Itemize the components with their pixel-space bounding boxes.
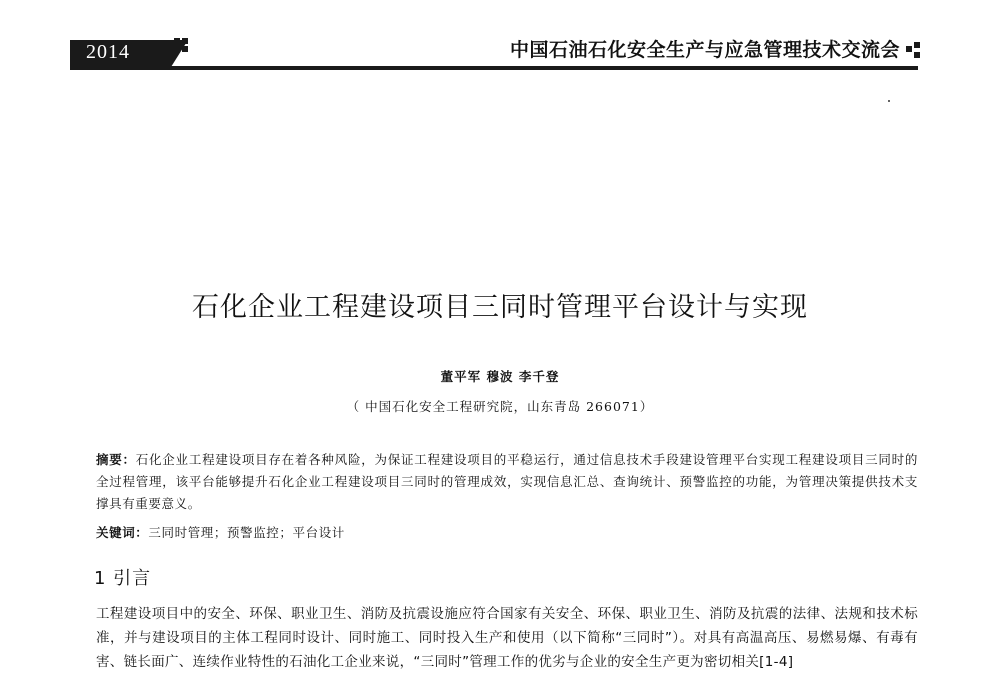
abstract-paragraph xyxy=(70,449,918,515)
body-paragraph: 工程建设项目中的安全、环保、职业卫生、消防及抗震设施应符合国家有关安全、环保、职业卫生、消防及抗震的法律、法规和技术标准，并与建设项目的主体工程同时设计、同时施工、同时投入生产和使用（以下简称“三同时”）。对具有高温高压、易燃易爆、有毒有害、链长面广、连续作业特性的石油化工企业来说，“三同时”管理工作的优劣与企业的安全生产更为密切相关[1-4] xyxy=(96,606,918,670)
running-header xyxy=(70,36,920,78)
paper-title: 石化企业工程建设项目三同时管理平台设计与实现 xyxy=(192,292,808,323)
keywords-label: 关键词： xyxy=(96,525,149,540)
header-year: 2014 xyxy=(86,41,130,63)
section-body xyxy=(70,602,918,674)
header-rule xyxy=(70,66,918,70)
scan-speck xyxy=(888,100,890,102)
abstract xyxy=(70,449,918,515)
keywords-text: 三同时管理；预警监控；平台设计 xyxy=(148,525,345,540)
decorative-squares-icon xyxy=(174,38,190,54)
abstract-text: 石化企业工程建设项目存在着各种风险，为保证工程建设项目的平稳运行，通过信息技术手段建设管理平台实现工程建设项目三同时的全过程管理，该平台能够提升石化企业工程建设项目三同时的管理成效，实现信息汇总、查询统计、预警监控的功能，为管理决策提供技术支撑具有重要意义。 xyxy=(96,452,918,511)
paper-authors: 董平军 穆波 李千登 xyxy=(440,369,560,384)
section-heading-introduction: 1 引言 xyxy=(94,568,152,589)
paper-affiliation: （ 中国石化安全工程研究院，山东青岛 266071） xyxy=(346,399,654,414)
conference-title: 中国石油石化安全生产与应急管理技术交流会 xyxy=(509,39,900,61)
abstract-label: 摘要： xyxy=(96,452,136,467)
decorative-squares-end-icon xyxy=(906,42,920,62)
keywords xyxy=(96,523,345,543)
